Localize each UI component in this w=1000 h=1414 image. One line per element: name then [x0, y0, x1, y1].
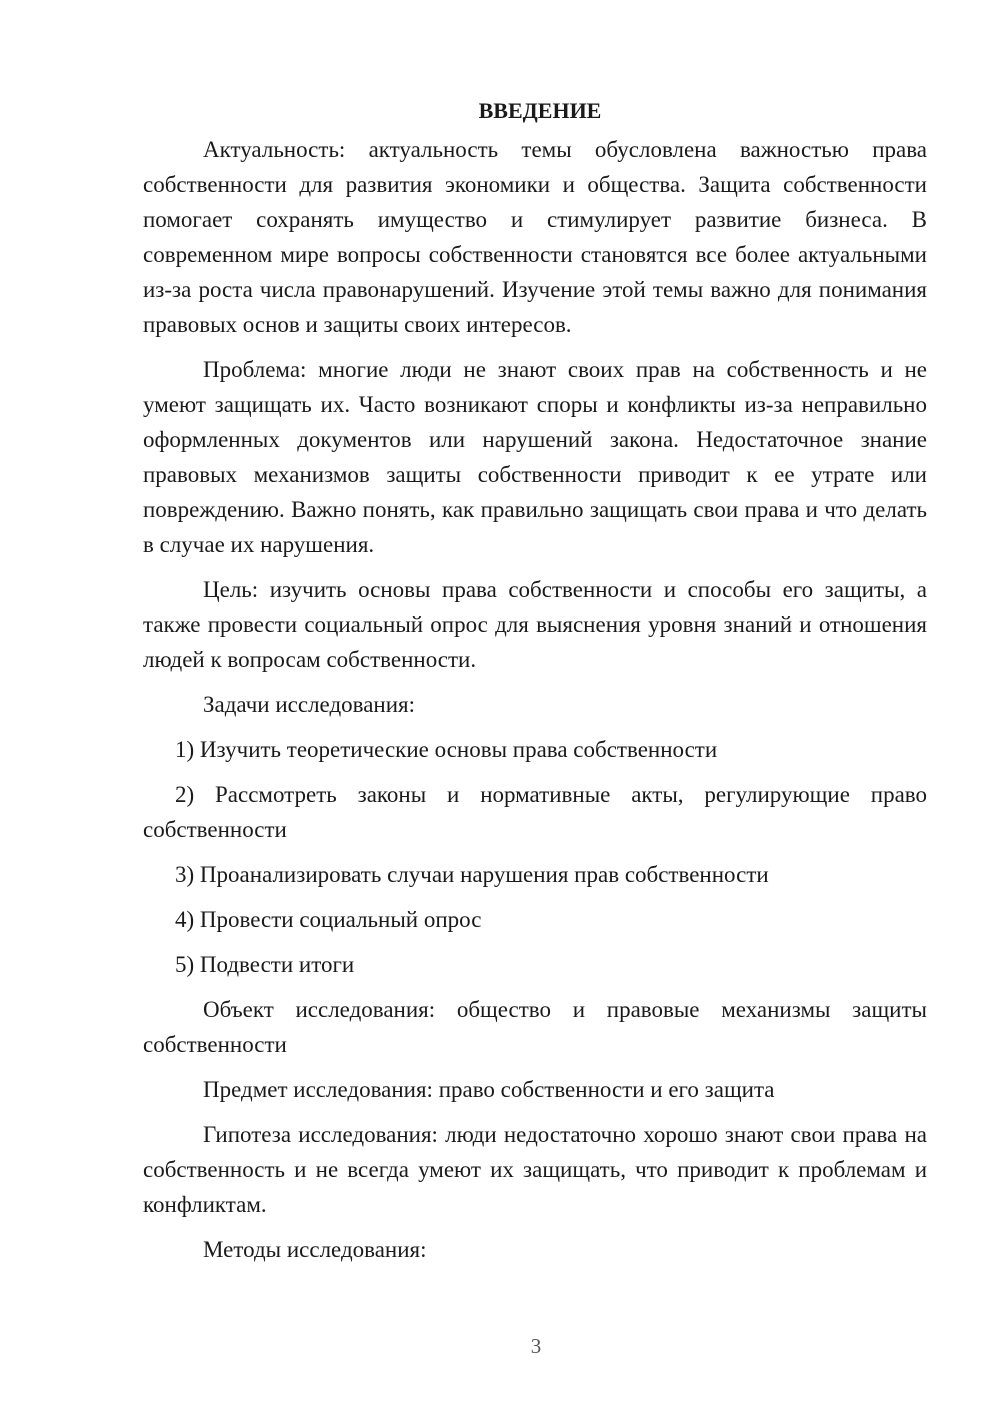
- goal-paragraph: Цель: изучить основы права собственности и способы его защиты, а также провести социальный опрос для выяснения уровня знаний и отношения людей к вопросам собственности.: [143, 577, 927, 672]
- hypothesis-paragraph: Гипотеза исследования: люди недостаточно хорошо знают свои права на собственность и не всегда умеют их защищать, что приводит к проблемам и конфликтам.: [143, 1122, 927, 1217]
- task-item: 2) Рассмотреть законы и нормативные акты, регулирующие право собственности: [143, 782, 927, 842]
- section-title: ВВЕДЕНИЕ: [478, 98, 602, 123]
- tasks-heading: Задачи исследования:: [203, 692, 416, 717]
- task-item: 3) Проанализировать случаи нарушения прав собственности: [175, 862, 769, 887]
- problem-paragraph: Проблема: многие люди не знают своих прав на собственность и не умеют защищать их. Часто возникают споры и конфликты из-за неправильно оформленных документов или нарушений закона. Недостаточное знание правовых механизмов защиты собственности приводит к ее утрате или повреждению. Важно понять, как правильно защищать свои права и что делать в случае их нарушения.: [143, 357, 927, 557]
- document-body: [143, 96, 927, 1277]
- research-object-paragraph: Объект исследования: общество и правовые механизмы защиты собственности: [143, 997, 927, 1057]
- task-item: 5) Подвести итоги: [175, 952, 355, 977]
- page-number: 3: [530, 1334, 542, 1358]
- methods-heading: Методы исследования:: [203, 1237, 427, 1262]
- task-item: 1) Изучить теоретические основы права собственности: [175, 737, 718, 762]
- task-item: 4) Провести социальный опрос: [175, 907, 482, 932]
- research-subject-paragraph: Предмет исследования: право собственности и его защита: [203, 1077, 775, 1102]
- relevance-paragraph: Актуальность: актуальность темы обусловлена важностью права собственности для развития экономики и общества. Защита собственности помогает сохранять имущество и стимулирует развитие бизнеса. В современном мире вопросы собственности становятся все более актуальными из-за роста числа правонарушений. Изучение этой темы важно для понимания правовых основ и защиты своих интересов.: [143, 137, 927, 337]
